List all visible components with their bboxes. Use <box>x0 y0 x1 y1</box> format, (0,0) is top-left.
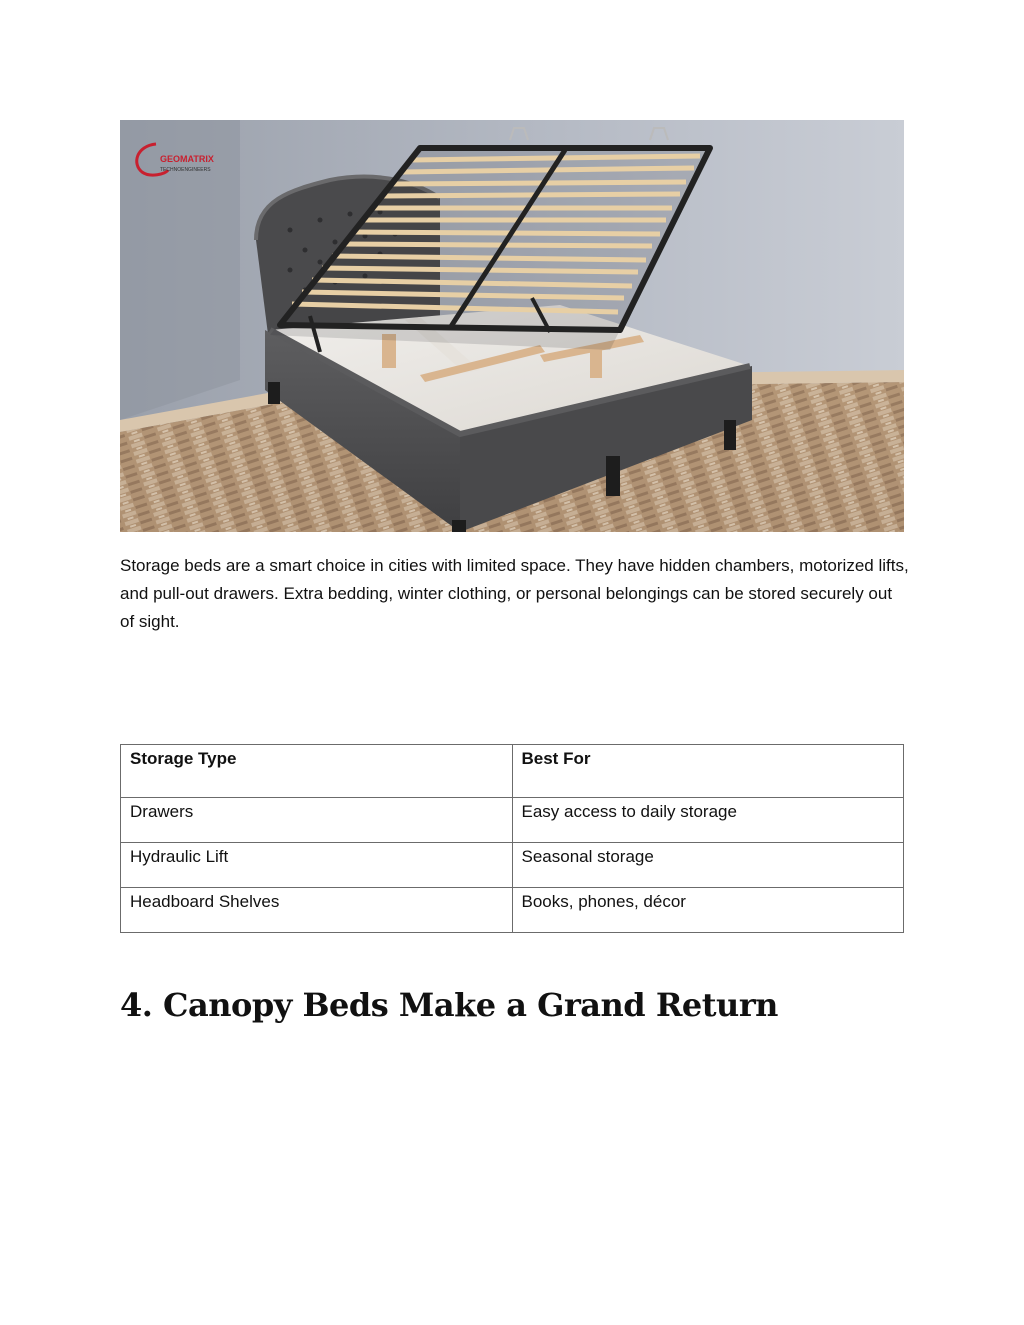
table-cell: Drawers <box>121 798 513 843</box>
table-row <box>121 798 904 843</box>
table-header-cell: Best For <box>512 745 904 798</box>
table-row <box>121 843 904 888</box>
table-header-cell: Storage Type <box>121 745 513 798</box>
table-row <box>121 888 904 933</box>
logo-text-main: GEOMATRIX <box>160 154 214 164</box>
table-cell: Easy access to daily storage <box>512 798 904 843</box>
table-cell: Headboard Shelves <box>121 888 513 933</box>
table-cell: Hydraulic Lift <box>121 843 513 888</box>
intro-paragraph: Storage beds are a smart choice in cities with limited space. They have hidden chambers, motorized lifts, and pull-out drawers. Extra bedding, winter clothing, or personal belongings can be stored securely out of sight. <box>120 556 909 631</box>
logo-text-sub: TECHNOENGINEERS <box>160 167 211 173</box>
table-cell: Seasonal storage <box>512 843 904 888</box>
section-heading: 4. Canopy Beds Make a Grand Return <box>120 986 778 1024</box>
storage-types-table <box>120 744 904 933</box>
storage-bed-photo <box>120 120 904 532</box>
table-cell: Books, phones, décor <box>512 888 904 933</box>
table-header-row <box>121 745 904 798</box>
